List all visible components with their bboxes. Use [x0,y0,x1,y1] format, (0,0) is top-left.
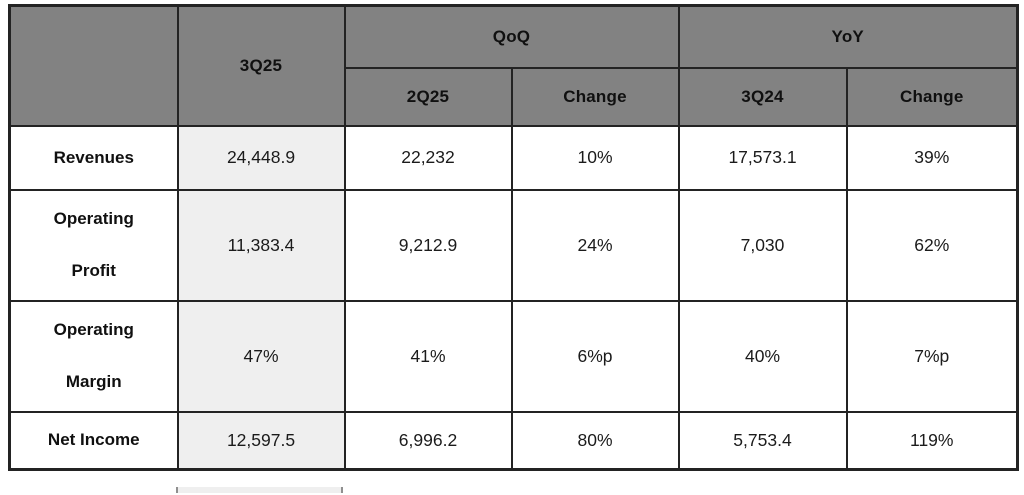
table-row-net-income [10,412,1018,470]
net-income-qoq-change: 80% [512,412,679,470]
highlight-column-tail [176,487,343,493]
revenues-yoy-change: 39% [847,126,1018,190]
row-label-operating-profit [10,190,178,301]
header-2q25: 2Q25 [345,68,512,126]
net-income-3q24-value: 5,753.4 [679,412,847,470]
row-label-net-income [10,412,178,470]
operating-margin-yoy-change: 7%p [847,301,1018,412]
net-income-3q25-value: 12,597.5 [178,412,345,470]
revenues-2q25-value: 22,232 [345,126,512,190]
header-group-qoq: QoQ [345,6,679,68]
row-label-text: Net Income [47,430,140,450]
row-label-text: Operating Profit [53,209,134,280]
operating-margin-3q25-value: 47% [178,301,345,412]
row-label-text: Operating Margin [53,320,134,391]
revenues-3q24-value: 17,573.1 [679,126,847,190]
operating-profit-2q25-value: 9,212.9 [345,190,512,301]
header-group-yoy: YoY [679,6,1018,68]
operating-margin-2q25-value: 41% [345,301,512,412]
operating-profit-3q25-value: 11,383.4 [178,190,345,301]
operating-margin-3q24-value: 40% [679,301,847,412]
table-row-operating-margin [10,301,1018,412]
financial-results-table [8,4,1019,471]
row-label-operating-margin [10,301,178,412]
table-row-revenues [10,126,1018,190]
net-income-2q25-value: 6,996.2 [345,412,512,470]
header-3q25: 3Q25 [178,6,345,126]
header-qoq-change: Change [512,68,679,126]
table-row-operating-profit [10,190,1018,301]
revenues-3q25-value: 24,448.9 [178,126,345,190]
operating-profit-qoq-change: 24% [512,190,679,301]
operating-profit-yoy-change: 62% [847,190,1018,301]
net-income-yoy-change: 119% [847,412,1018,470]
row-label-text: Revenues [53,147,134,167]
operating-profit-3q24-value: 7,030 [679,190,847,301]
header-corner-cell [10,6,178,126]
header-3q24: 3Q24 [679,68,847,126]
revenues-qoq-change: 10% [512,126,679,190]
operating-margin-qoq-change: 6%p [512,301,679,412]
header-yoy-change: Change [847,68,1018,126]
row-label-revenues [10,126,178,190]
